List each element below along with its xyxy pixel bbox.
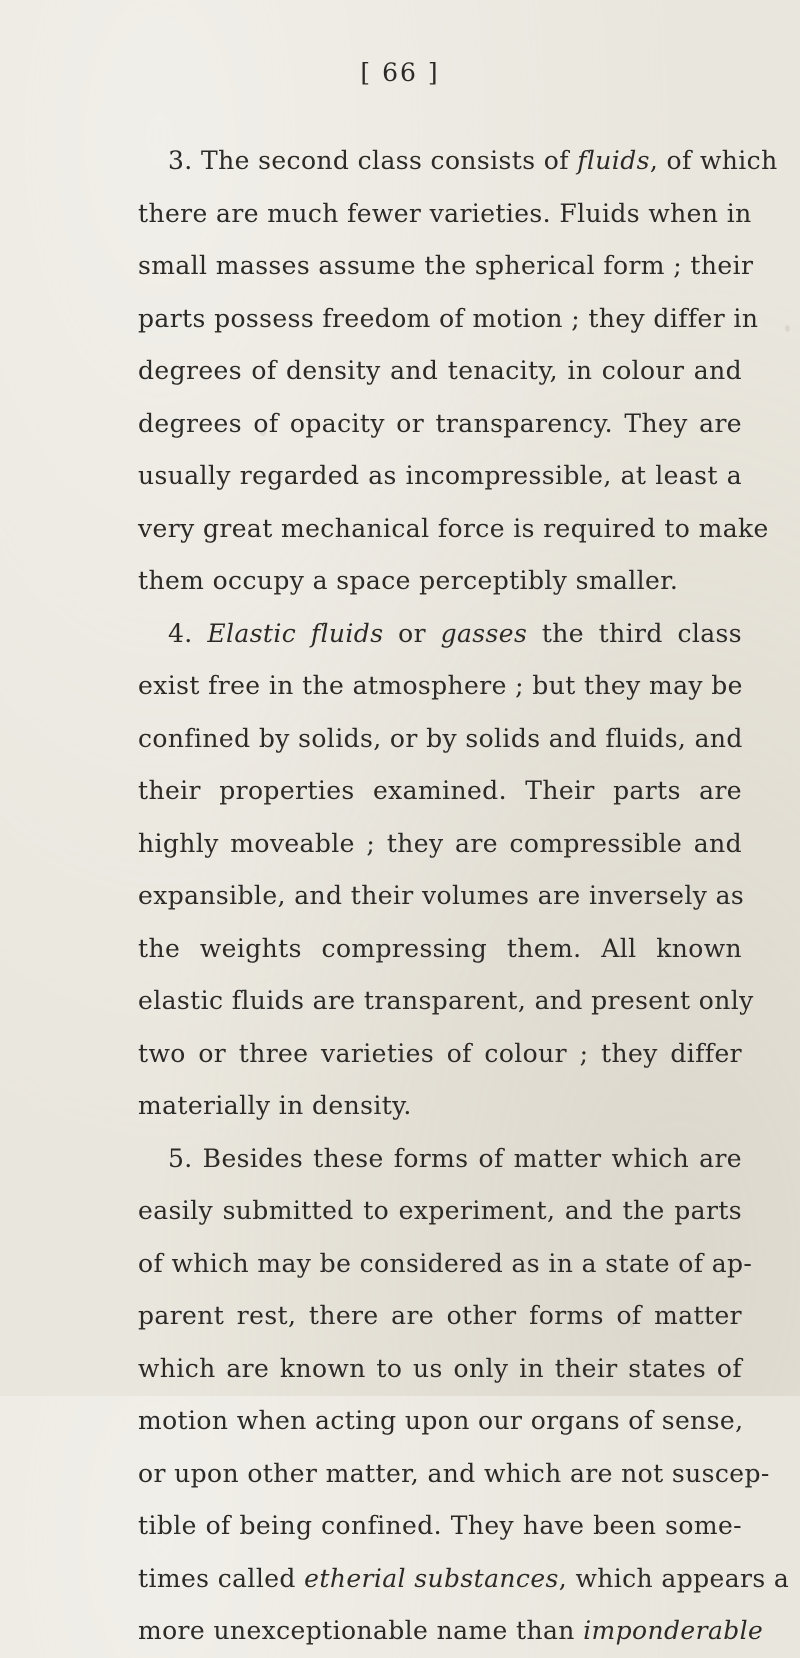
text-run: two or three varieties of colour ; they differ (138, 1038, 742, 1068)
text-line (138, 1080, 742, 1133)
text-run: confined by solids, or by solids and fluids, and (138, 723, 743, 753)
text-line (138, 870, 745, 923)
text-run: elastic fluids are transparent, and present only (138, 986, 754, 1015)
text-line (138, 1553, 790, 1606)
text-run: more unexceptionable name than (138, 1616, 584, 1645)
text-line (138, 1343, 742, 1396)
text-line (138, 503, 769, 556)
text-run: materially in density. (138, 1091, 412, 1120)
text-line (138, 818, 742, 871)
text-run: 3. The second class consists of (168, 146, 578, 175)
text-run: tible of being confined. They have been some- (138, 1511, 742, 1540)
text-line (138, 1028, 742, 1081)
text-line (138, 1290, 742, 1343)
text-line (138, 1185, 742, 1238)
text-line (138, 1133, 742, 1186)
page-number: [ 66 ] (360, 58, 440, 87)
italic-term: etherial substances (304, 1563, 559, 1593)
text-run: usually regarded as incompressible, at least a (138, 461, 742, 490)
text-run: which are known to us only in their states of (138, 1353, 742, 1383)
italic-term: gasses (440, 618, 528, 648)
text-run: the weights compressing them. All known (138, 933, 742, 963)
text-line (138, 450, 742, 503)
text-line (138, 135, 778, 188)
paper-stain (785, 325, 790, 332)
italic-term: fluids (577, 146, 650, 175)
text-line (138, 765, 742, 818)
text-run: exist free in the atmosphere ; but they may be (138, 671, 743, 700)
text-line (138, 1395, 742, 1448)
text-line (138, 188, 752, 241)
text-line (138, 975, 754, 1028)
text-run: or upon other matter, and which are not suscep- (138, 1458, 770, 1488)
text-run: easily submitted to experiment, and the parts (138, 1196, 742, 1225)
text-run: small masses assume the spherical form ; their (138, 251, 754, 280)
text-run: highly moveable ; they are compressible and (138, 828, 742, 858)
text-line (138, 923, 742, 976)
text-line (138, 555, 742, 608)
text-run: degrees of opacity or transparency. They are (138, 408, 742, 438)
text-line (138, 293, 759, 346)
text-run: their properties examined. Their parts are (138, 776, 742, 805)
text-run: parent rest, there are other forms of matter (138, 1301, 742, 1330)
text-line (138, 660, 742, 713)
text-run: of which may be considered as in a state of ap- (138, 1248, 753, 1278)
text-line (138, 240, 754, 293)
text-run: times called (138, 1563, 305, 1593)
text-run: expansible, and their volumes are inversely as (138, 881, 745, 910)
text-line (138, 345, 742, 398)
text-run: very great mechanical force is required to make (138, 513, 769, 543)
italic-term: Elastic fluids (207, 618, 384, 648)
text-run: motion when acting upon our organs of sense, (138, 1406, 744, 1435)
italic-term: imponderable (583, 1616, 764, 1645)
text-run: 4. (168, 618, 208, 648)
text-line (138, 398, 742, 451)
text-line (138, 1238, 753, 1291)
text-run: them occupy a space perceptibly smaller. (138, 566, 679, 595)
text-run: parts possess freedom of motion ; they differ in (138, 303, 759, 333)
text-line (138, 1448, 770, 1501)
text-run: the third class (527, 618, 743, 648)
text-run: there are much fewer varieties. Fluids when in (138, 198, 752, 228)
text-run: , of which (649, 146, 778, 175)
text-run: , which appears a (558, 1563, 790, 1593)
text-run: degrees of density and tenacity, in colour and (138, 356, 742, 385)
text-line (138, 1605, 764, 1658)
text-run: 5. Besides these forms of matter which are (168, 1143, 742, 1173)
text-line (138, 1500, 742, 1553)
text-line (138, 608, 742, 661)
body-text (138, 135, 790, 1658)
text-line (138, 713, 742, 766)
text-run: or (383, 618, 441, 648)
